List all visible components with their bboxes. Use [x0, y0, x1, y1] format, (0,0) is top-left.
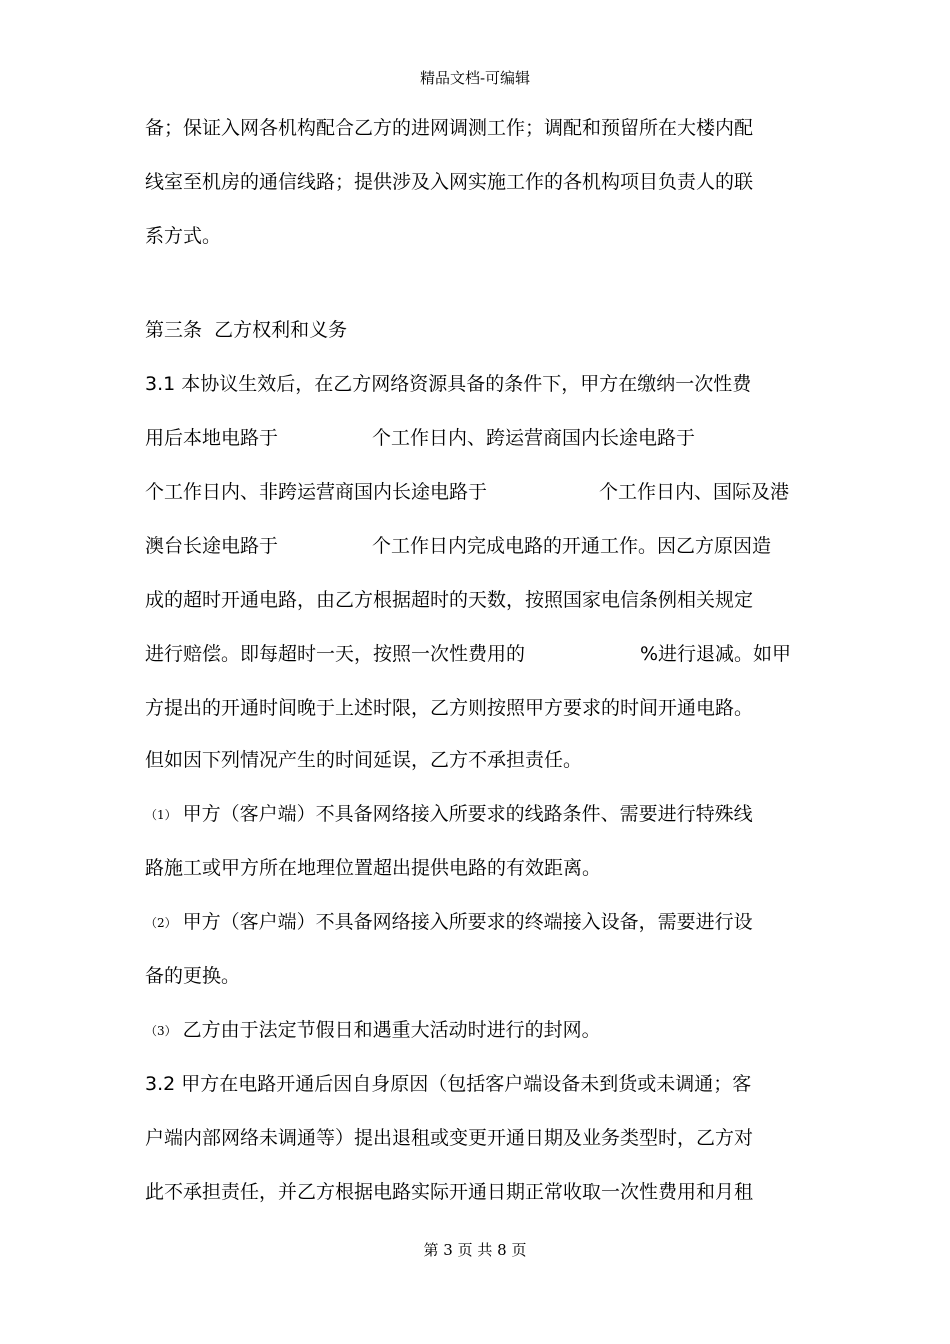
- body-line: 系方式。: [145, 225, 222, 247]
- body-text: 个工作日内、跨运营商国内长途电路于: [372, 427, 696, 449]
- body-text: 个工作日内完成电路的开通工作。因乙方原因造: [372, 535, 772, 557]
- body-text: 用后本地电路于: [145, 427, 279, 449]
- body-line: 此不承担责任，并乙方根据电路实际开通日期正常收取一次性费用和月租: [145, 1181, 754, 1203]
- page-footer: 第 3 页 共 8 页: [423, 1241, 527, 1259]
- body-line: 但如因下列情况产生的时间延误，乙方不承担责任。: [145, 749, 583, 771]
- list-number: （3）: [145, 1023, 177, 1038]
- body-line: 路施工或甲方所在地理位置超出提供电路的有效距离。: [145, 857, 602, 879]
- body-line: 户端内部网络未调通等）提出退租或变更开通日期及业务类型时，乙方对: [145, 1127, 754, 1149]
- list-item: [145, 800, 810, 829]
- list-item-text: 甲方（客户端）不具备网络接入所要求的线路条件、需要进行特殊线: [182, 803, 753, 825]
- body-line: 备的更换。: [145, 965, 241, 987]
- list-item-text: 甲方（客户端）不具备网络接入所要求的终端接入设备，需要进行设: [182, 911, 753, 933]
- list-number: （2）: [145, 915, 177, 930]
- body-text: 个工作日内、国际及港: [599, 481, 790, 503]
- list-number: （1）: [145, 807, 177, 822]
- page-header: 精品文档-可编辑: [419, 69, 531, 87]
- body-line: 3.2 甲方在电路开通后因自身原因（包括客户端设备未到货或未调通；客: [145, 1073, 752, 1095]
- body-line: 方提出的开通时间晚于上述时限，乙方则按照甲方要求的时间开通电路。: [145, 697, 754, 719]
- body-line: 线室至机房的通信线路；提供涉及入网实施工作的各机构项目负责人的联: [145, 171, 754, 193]
- list-item: [145, 908, 810, 937]
- list-item-text: 乙方由于法定节假日和遇重大活动时进行的封网。: [182, 1019, 601, 1041]
- body-line: 3.1 本协议生效后，在乙方网络资源具备的条件下，甲方在缴纳一次性费: [145, 373, 752, 395]
- body-text: 进行赔偿。即每超时一天，按照一次性费用的: [145, 643, 526, 665]
- body-line: 备；保证入网各机构配合乙方的进网调测工作；调配和预留所在大楼内配: [145, 117, 754, 139]
- body-text: 澳台长途电路于: [145, 535, 279, 557]
- body-line: 成的超时开通电路，由乙方根据超时的天数，按照国家电信条例相关规定: [145, 589, 754, 611]
- section-title: 第三条 乙方权利和义务: [145, 319, 348, 341]
- list-item: [145, 1016, 810, 1045]
- body-text: 个工作日内、非跨运营商国内长途电路于: [145, 481, 488, 503]
- body-text: %进行退减。如甲: [640, 643, 792, 665]
